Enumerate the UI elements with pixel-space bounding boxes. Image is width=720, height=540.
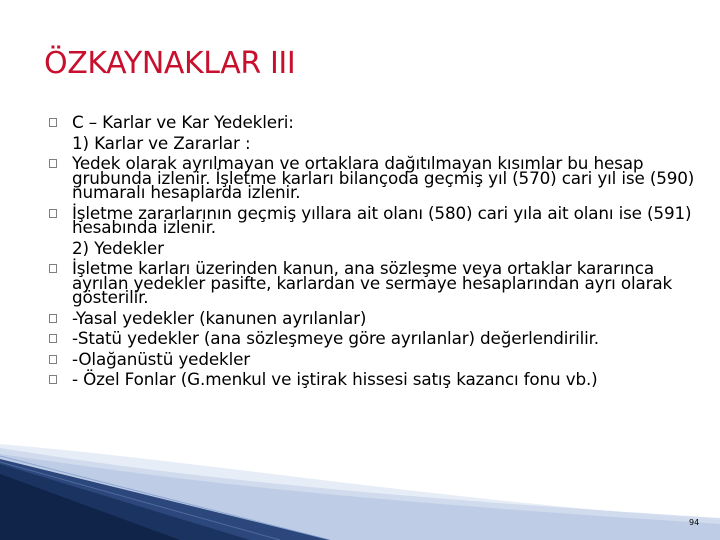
- footer-wave-decoration: [0, 444, 720, 540]
- bullet-box-icon: [49, 203, 72, 223]
- slide-content: [49, 112, 699, 390]
- slide-title: ÖZKAYNAKLAR III: [44, 46, 296, 81]
- subheading-row: [49, 133, 699, 154]
- list-item-text: -Yasal yedekler (kanunen ayrılanlar): [72, 307, 367, 328]
- subheading-text: 1) Karlar ve Zararlar :: [72, 132, 251, 153]
- list-item: [49, 308, 699, 329]
- list-item: [49, 258, 699, 308]
- list-item: [49, 203, 699, 238]
- bullet-box-icon: [49, 349, 72, 369]
- list-item: [49, 369, 699, 390]
- bullet-box-icon: [49, 328, 72, 348]
- subheading-row: [49, 238, 699, 259]
- subheading-text: 2) Yedekler: [72, 237, 164, 258]
- bullet-box-icon: [49, 258, 72, 278]
- list-item: [49, 153, 699, 203]
- list-item: [49, 349, 699, 370]
- list-item: [49, 328, 699, 349]
- list-item-text: İşletme zararlarının geçmiş yıllara ait olanı (580) cari yıla ait olanı ise (591) hesabında izlenir.: [72, 202, 692, 237]
- bullet-box-icon: [49, 308, 72, 328]
- list-item-text: -Olağanüstü yedekler: [72, 348, 251, 369]
- bullet-box-icon: [49, 112, 72, 132]
- list-item-text: -Statü yedekler (ana sözleşmeye göre ayrılanlar) değerlendirilir.: [72, 328, 599, 348]
- list-item-text: C – Karlar ve Kar Yedekleri:: [72, 112, 294, 132]
- list-item: [49, 112, 699, 133]
- page-number: 94: [689, 518, 700, 527]
- bullet-box-icon: [49, 153, 72, 173]
- bullet-box-icon: [49, 369, 72, 389]
- list-item-text: İşletme karları üzerinden kanun, ana sözleşme veya ortaklar kararınca ayrılan yedekler pasifte, karlardan ve sermaye hesaplarından ayrı olarak gösterilir.: [72, 258, 673, 307]
- list-item-text: - Özel Fonlar (G.menkul ve iştirak hissesi satış kazancı fonu vb.): [72, 369, 598, 389]
- list-item-text: Yedek olarak ayrılmayan ve ortaklara dağıtılmayan kısımlar bu hesap grubunda izlenir. İşletme karları bilançoda geçmiş yıl (570) cari yıl ise (590) numaralı hesaplarda izlenir.: [72, 153, 695, 202]
